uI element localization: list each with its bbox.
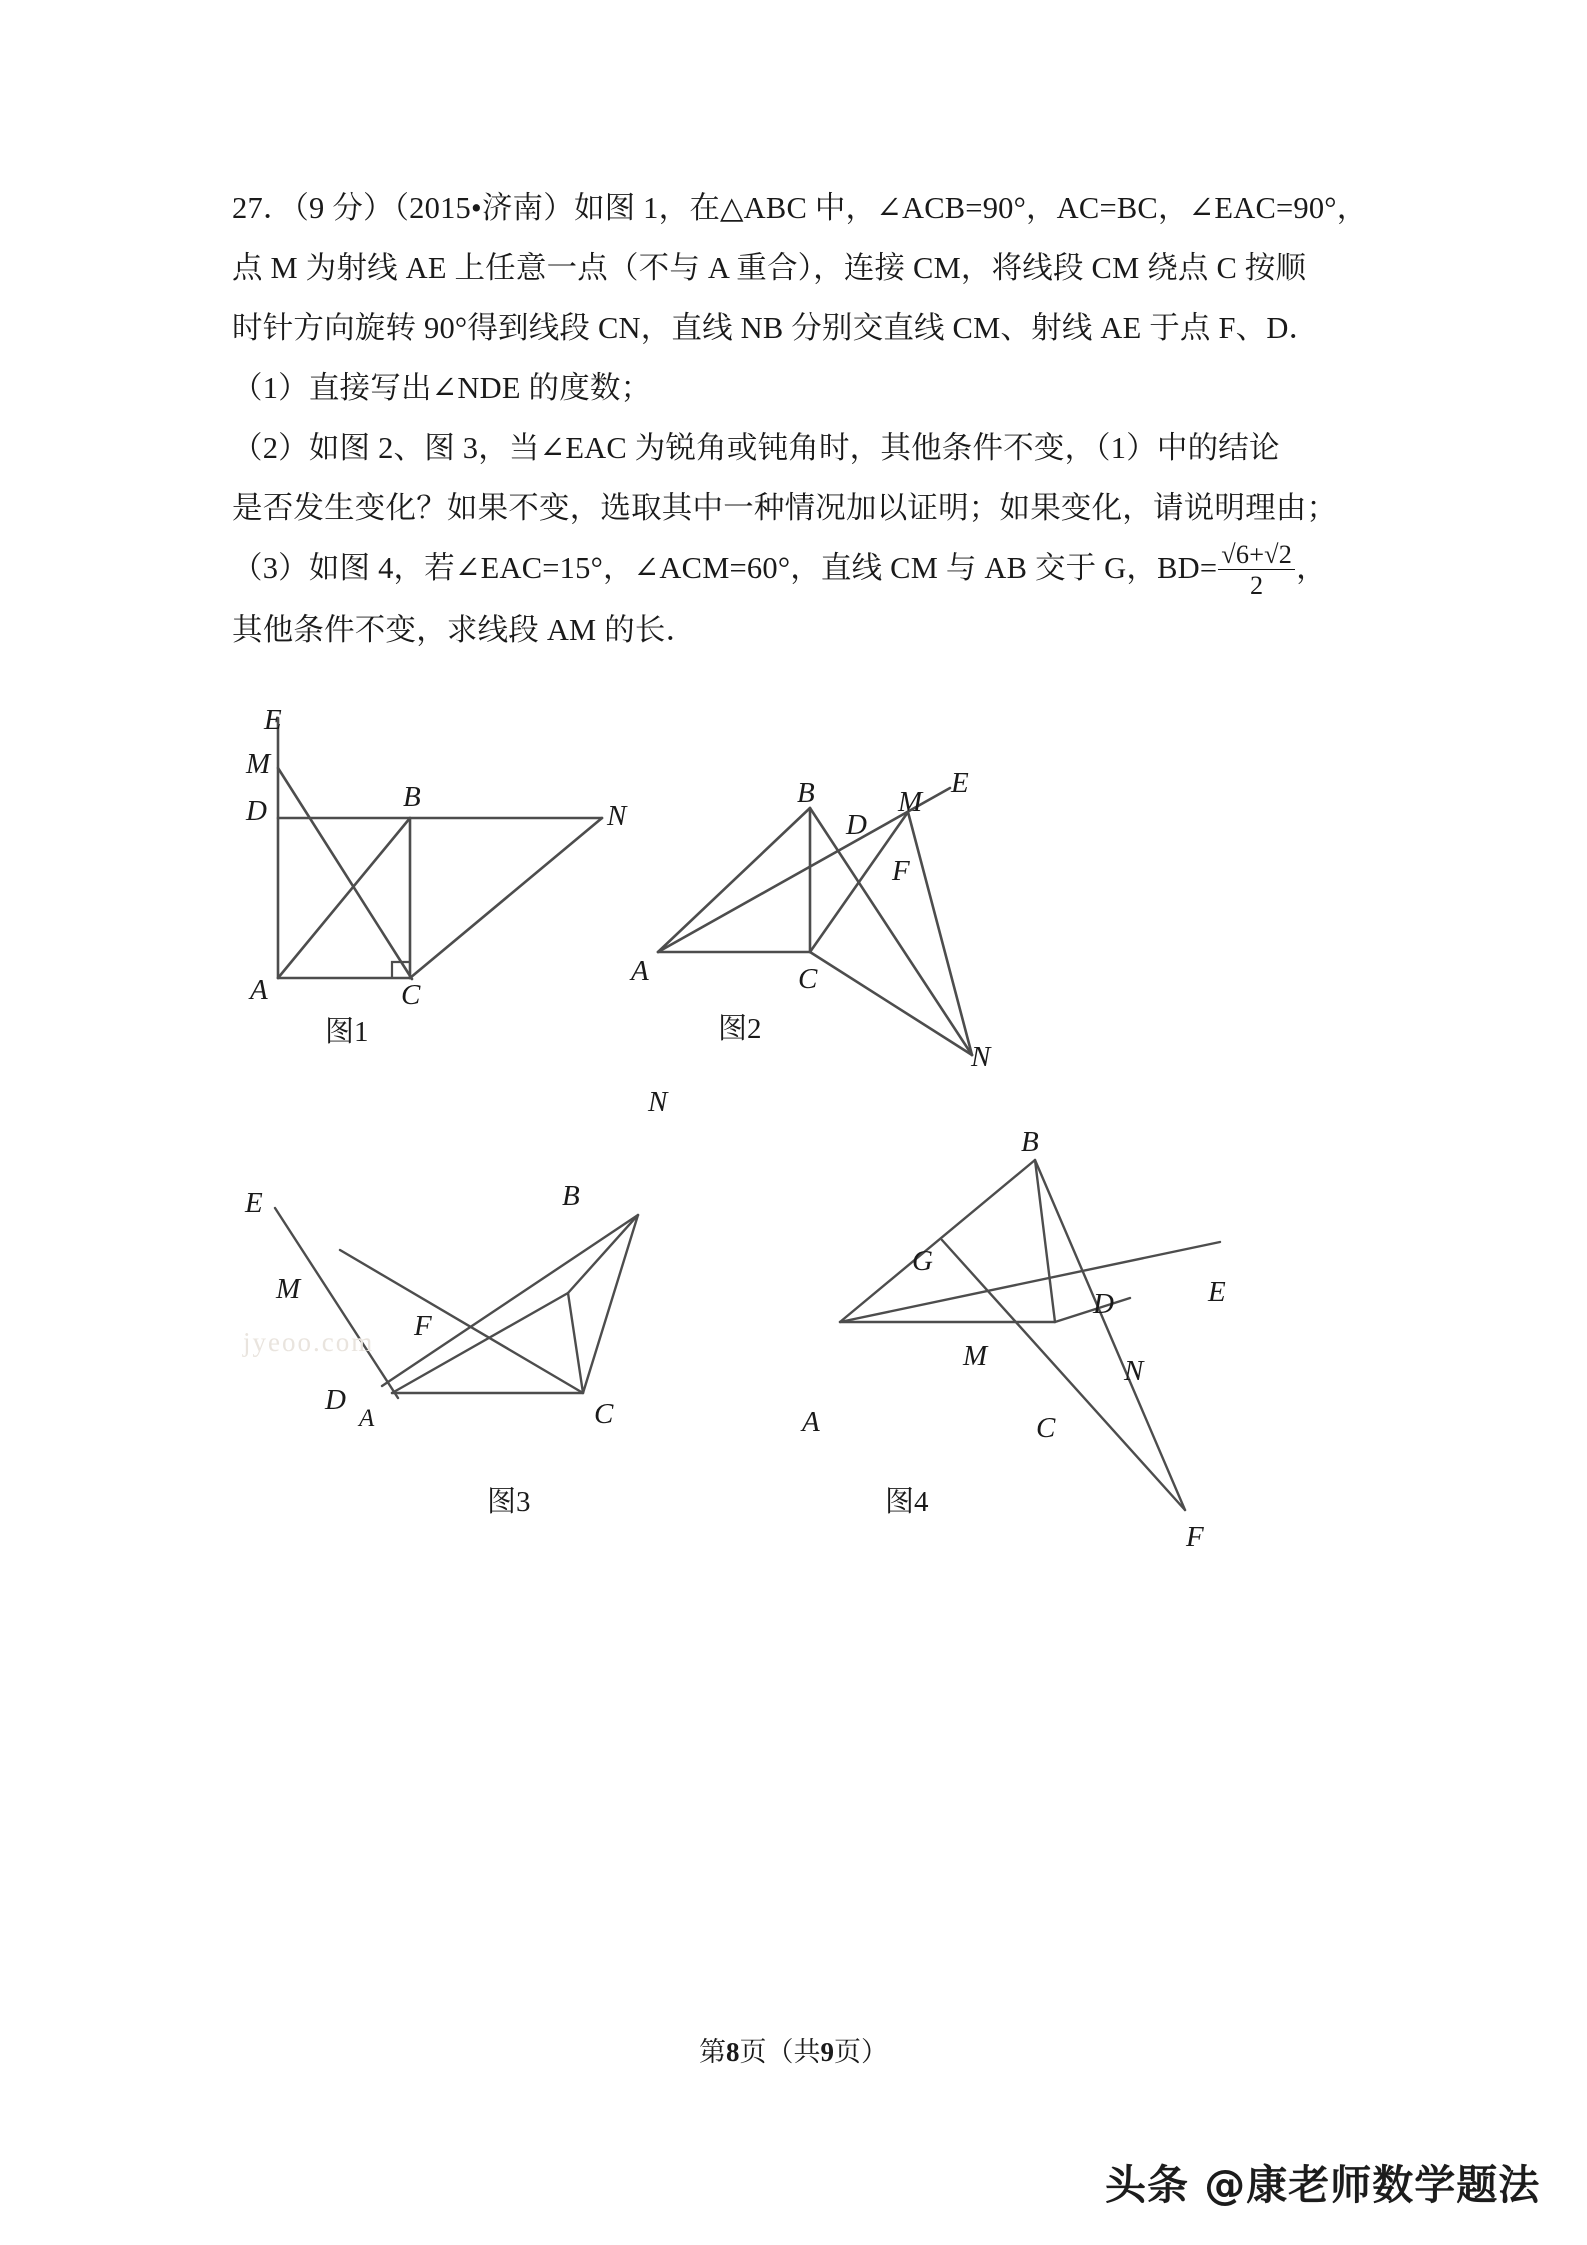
figure-1-label-C: C bbox=[401, 979, 421, 1011]
footer-prefix: 第 bbox=[699, 2037, 726, 2067]
footer-total-pages: 9 bbox=[820, 2037, 834, 2067]
figure-3-caption: 图3 bbox=[487, 1486, 531, 1518]
figure-2-label-N: N bbox=[971, 1041, 991, 1073]
headline-watermark: 头条 @康老师数学题法 bbox=[1105, 2161, 1541, 2209]
figure-3-label-B: B bbox=[562, 1180, 580, 1212]
problem-line-7-prefix: （3）如图 4，若∠EAC=15°，∠ACM=60°，直线 CM 与 AB 交于 G，BD= bbox=[232, 551, 1218, 585]
problem-line-7 bbox=[232, 538, 1407, 600]
radicand-2: 2 bbox=[1278, 539, 1293, 569]
figure-1-label-B: B bbox=[403, 781, 421, 813]
figure-4-label-N: N bbox=[1124, 1355, 1144, 1387]
problem-line-2: 点 M 为射线 AE 上任意一点（不与 A 重合），连接 CM，将线段 CM 绕点 C 按顺 bbox=[232, 251, 1307, 285]
right-angle-mark-c bbox=[392, 962, 410, 978]
problem-line-7-suffix: ， bbox=[1296, 551, 1327, 585]
figure-1-label-D: D bbox=[246, 795, 267, 827]
figure-4-label-B: B bbox=[1021, 1126, 1039, 1158]
footer-middle: 页（共 bbox=[739, 2037, 821, 2067]
bd-fraction bbox=[1218, 541, 1295, 600]
figure-3-label-E: E bbox=[245, 1187, 263, 1219]
figure-2-label-M: M bbox=[898, 786, 923, 818]
figure-4-caption: 图4 bbox=[885, 1486, 929, 1518]
footer-page-number: 8 bbox=[726, 2037, 740, 2067]
figure-2-label-A: A bbox=[631, 955, 649, 987]
figure-1-label-A: A bbox=[250, 974, 268, 1006]
figure-2-label-C: C bbox=[798, 963, 818, 995]
radicand-6: 6 bbox=[1235, 539, 1250, 569]
figure-1-label-M: M bbox=[246, 748, 271, 780]
bd-fraction-denominator: 2 bbox=[1250, 571, 1264, 601]
figure-4-label-F: F bbox=[1186, 1521, 1204, 1553]
page-footer bbox=[0, 2030, 1587, 2069]
problem-line-3: 时针方向旋转 90°得到线段 CN，直线 NB 分别交直线 CM、射线 AE 于点 F、D． bbox=[232, 311, 1320, 345]
figure-4-label-G: G bbox=[912, 1245, 933, 1277]
figure-4-label-M: M bbox=[963, 1340, 988, 1372]
problem-line-4: （1）直接写出∠NDE 的度数； bbox=[232, 371, 652, 405]
figure-3-label-D: D bbox=[325, 1384, 346, 1416]
problem-text-block bbox=[232, 178, 1407, 660]
figure-2-label-D: D bbox=[846, 809, 867, 841]
figure-2-caption: 图2 bbox=[718, 1013, 762, 1045]
figure-3-label-N: N bbox=[648, 1086, 668, 1118]
figure-1-label-N: N bbox=[607, 800, 627, 832]
figure-4-label-A: A bbox=[802, 1406, 820, 1438]
figure-2-label-F: F bbox=[892, 855, 910, 887]
problem-line-8: 其他条件不变，求线段 AM 的长． bbox=[232, 612, 697, 647]
figure-1-drawing bbox=[240, 700, 640, 1000]
footer-suffix: 页） bbox=[834, 2037, 888, 2067]
figure-2-label-B: B bbox=[797, 777, 815, 809]
figure-3-label-A: A bbox=[359, 1405, 375, 1432]
figure-4-label-C: C bbox=[1036, 1412, 1056, 1444]
figure-4-drawing bbox=[790, 1100, 1240, 1520]
problem-line-5: （2）如图 2、图 3，当∠EAC 为锐角或钝角时，其他条件不变，（1）中的结论 bbox=[232, 431, 1280, 465]
figure-2-label-E: E bbox=[951, 767, 969, 799]
figure-4-label-D: D bbox=[1093, 1288, 1114, 1320]
figure-4-label-E: E bbox=[1208, 1276, 1226, 1308]
faint-watermark: jyeoo.com bbox=[243, 1327, 375, 1357]
problem-line-6: 是否发生变化？如果不变，选取其中一种情况加以证明；如果变化，请说明理由； bbox=[232, 491, 1338, 525]
figure-1-label-E: E bbox=[264, 704, 282, 736]
figure-3-label-F: F bbox=[414, 1310, 432, 1342]
bd-fraction-numerator: √6+√2 bbox=[1218, 541, 1295, 570]
problem-line-1: 27．（9 分）（2015•济南）如图 1，在△ABC 中，∠ACB=90°，AC=BC，∠EAC=90°， bbox=[232, 191, 1368, 225]
figure-3-label-M: M bbox=[276, 1273, 301, 1305]
figure-3-label-C: C bbox=[594, 1398, 614, 1430]
figure-2-drawing bbox=[620, 740, 1020, 1070]
figure-1-caption: 图1 bbox=[325, 1016, 369, 1048]
figure-3-drawing bbox=[230, 1090, 670, 1430]
